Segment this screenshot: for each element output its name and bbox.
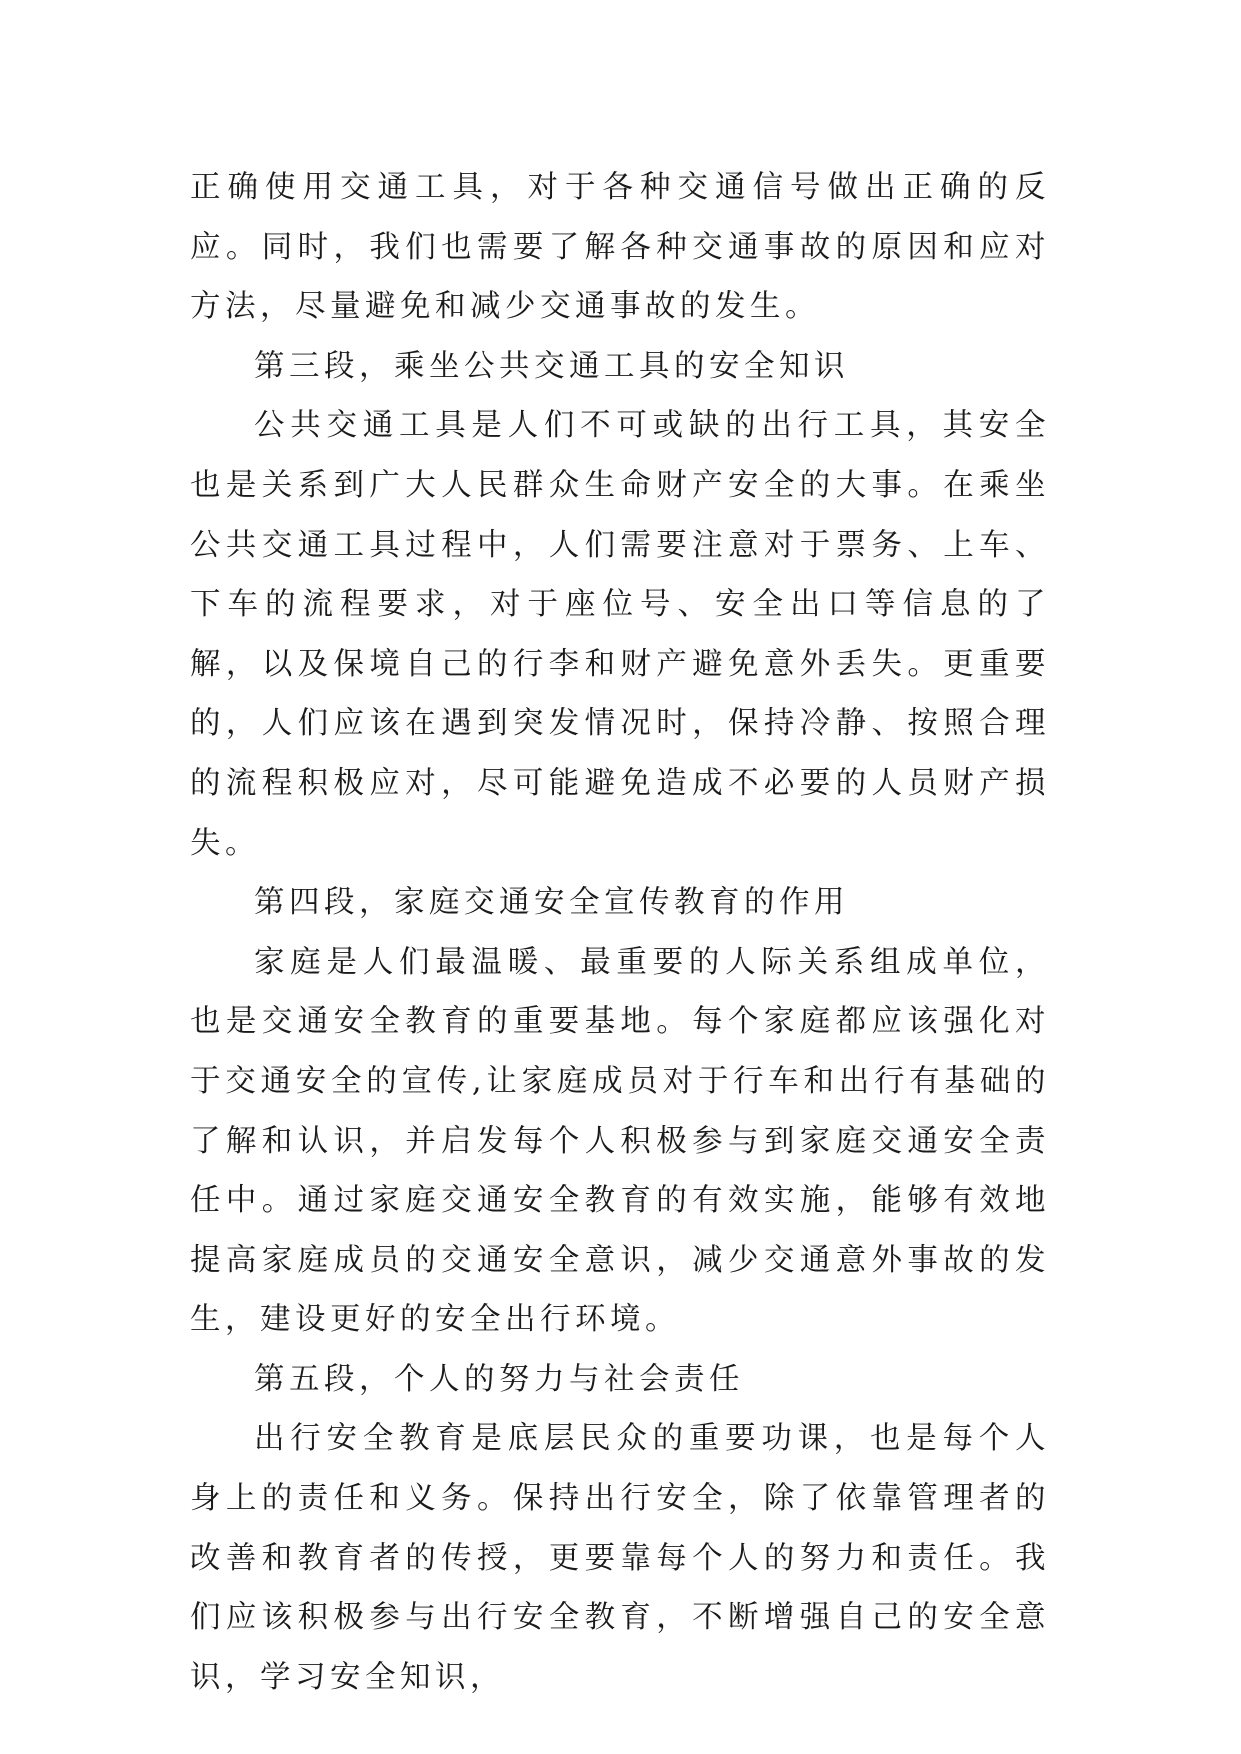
section-heading-3: 第三段，乘坐公共交通工具的安全知识	[254, 348, 849, 384]
section-heading-5: 第五段，个人的努力与社会责任	[254, 1361, 744, 1397]
paragraph-continuation: 正确使用交通工具，对于各种交通信号做出正确的反应。同时，我们也需要了解各种交通事故的原因和应对方法，尽量避免和减少交通事故的发生。	[190, 170, 1050, 325]
paragraph-family-education: 家庭是人们最温暖、最重要的人际关系组成单位，也是交通安全教育的重要基地。每个家庭都应该强化对于交通安全的宣传,让家庭成员对于行车和出行有基础的了解和认识，并启发每个人积极参与到家庭交通安全责任中。通过家庭交通安全教育的有效实施，能够有效地提高家庭成员的交通安全意识，减少交通意外事故的发生，建设更好的安全出行环境。	[190, 944, 1050, 1338]
section-heading-4: 第四段，家庭交通安全宣传教育的作用	[254, 885, 849, 921]
paragraph-personal-responsibility: 出行安全教育是底层民众的重要功课，也是每个人身上的责任和义务。保持出行安全，除了依靠管理者的改善和教育者的传授，更要靠每个人的努力和责任。我们应该积极参与出行安全教育，不断增强自己的安全意识，学习安全知识，	[190, 1421, 1050, 1695]
paragraph-public-transport: 公共交通工具是人们不可或缺的出行工具，其安全也是关系到广大人民群众生命财产安全的大事。在乘坐公共交通工具过程中，人们需要注意对于票务、上车、下车的流程要求，对于座位号、安全出口等信息的了解，以及保境自己的行李和财产避免意外丢失。更重要的，人们应该在遇到突发情况时，保持冷静、按照合理的流程积极应对，尽可能避免造成不必要的人员财产损失。	[190, 408, 1050, 861]
document-body	[190, 158, 1050, 1707]
